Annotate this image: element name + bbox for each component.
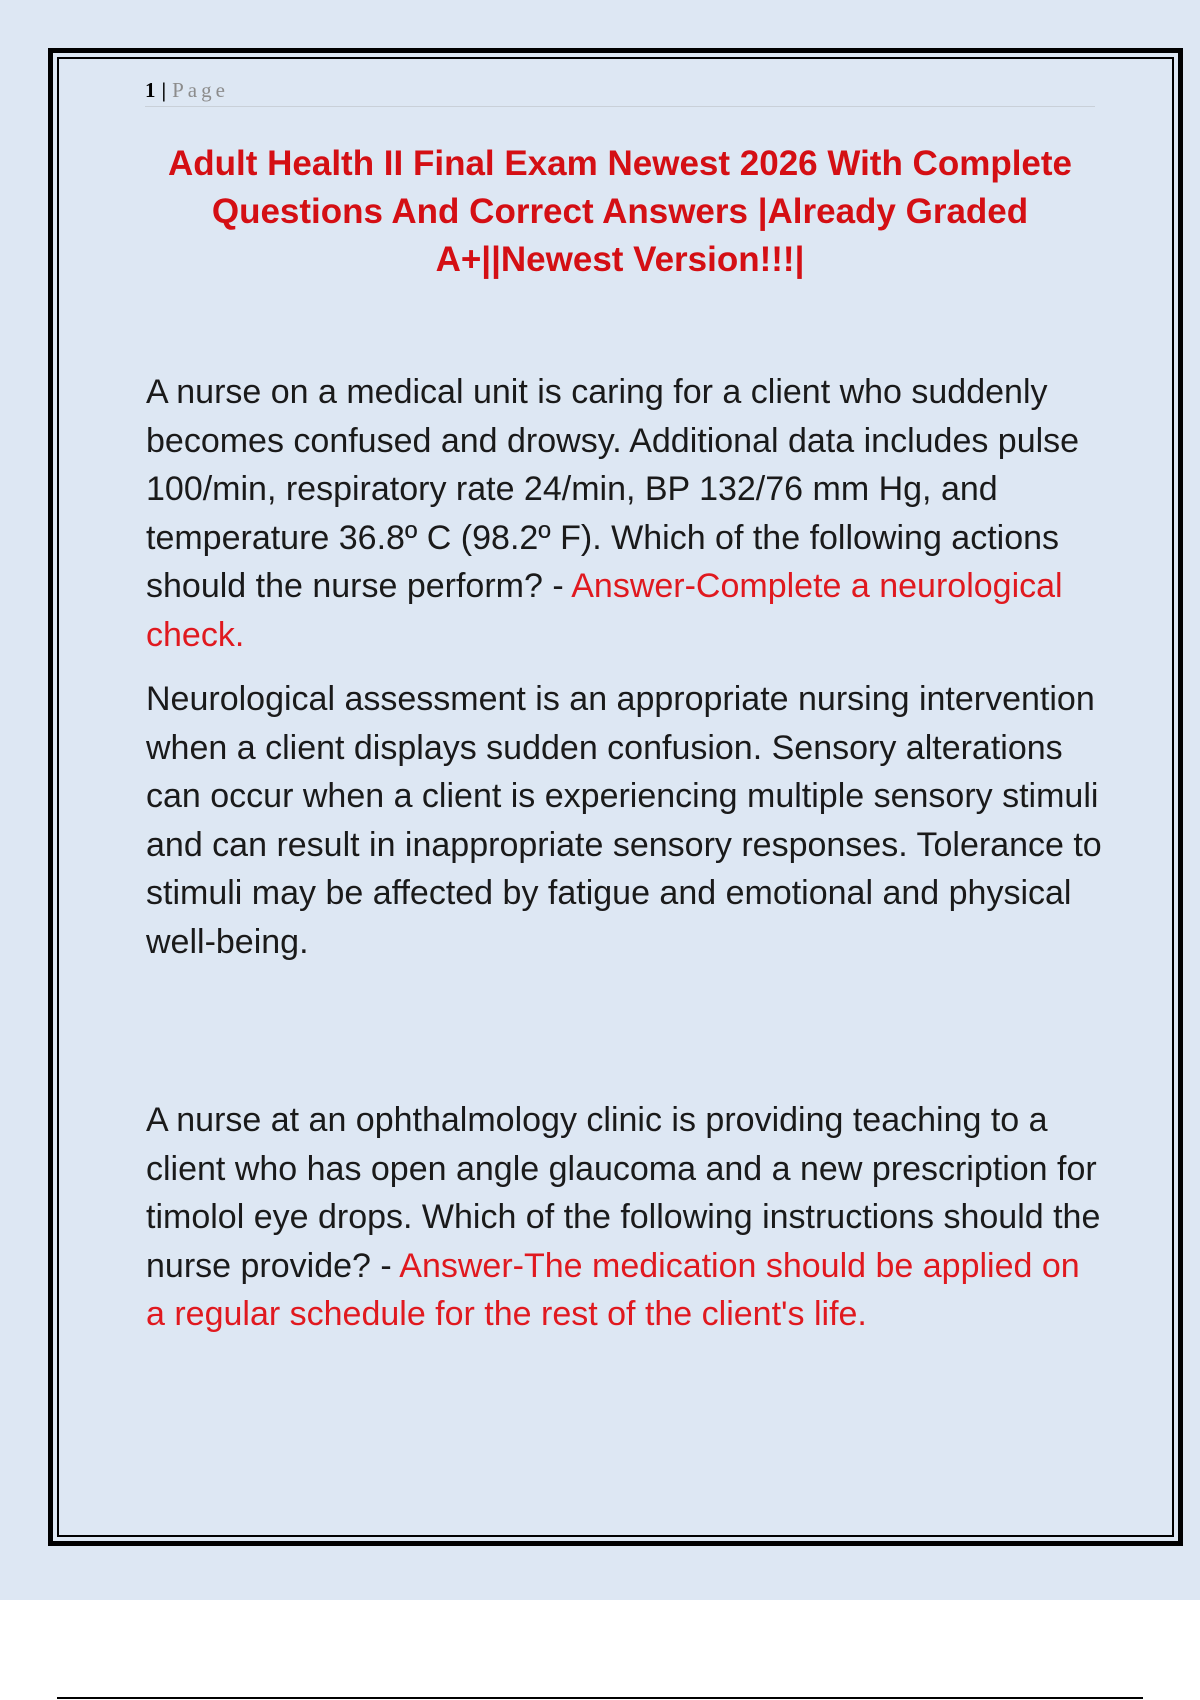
page-label: Page [172, 77, 229, 102]
header-separator: | [161, 77, 167, 102]
question-2 [146, 1096, 1106, 1339]
question-1 [146, 368, 1106, 659]
question-2-text: A nurse at an ophthalmology clinic is providing teaching to a client who has open angle glaucoma and a new prescription for timolol eye drops. Which of the following instructions should the nurse provide? - [146, 1101, 1101, 1285]
document-title: Adult Health II Final Exam Newest 2026 With Complete Questions And Correct Answers |Already Graded A+||Newest Version!!!| [167, 144, 1073, 279]
footer-rule [57, 1697, 1143, 1699]
question-1-answer: Answer-Complete a neurological check. [146, 567, 1063, 654]
question-1-text: A nurse on a medical unit is caring for a client who suddenly becomes confused and drowsy. Additional data includes pulse 100/min, respiratory rate 24/min, BP 132/76 mm Hg, and temperature 36.8º C (98.2º F). Which of the following actions should the nurse perform? - [146, 373, 1080, 605]
question-1-rationale: Neurological assessment is an appropriate nursing intervention when a client displays sudden confusion. Sensory alterations can occur when a client is experiencing multiple sensory stimuli and can result in inappropriate sensory responses. Tolerance to stimuli may be affected by fatigue and emotional and physical well-being. [146, 680, 1102, 961]
page-number: 1 [145, 77, 156, 102]
page-header [145, 74, 1095, 107]
question-2-answer: Answer-The medication should be applied on a regular schedule for the rest of the client's life. [146, 1246, 1080, 1333]
